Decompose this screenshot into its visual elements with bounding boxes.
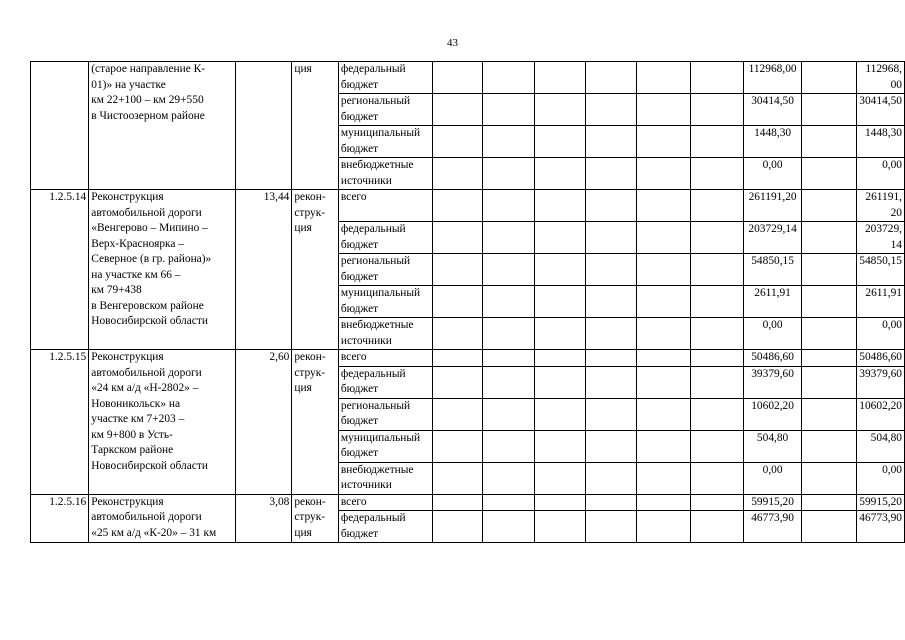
empty-year-cell xyxy=(586,318,637,350)
cell-line: внебюджетные xyxy=(340,319,414,331)
empty-year-cell xyxy=(690,318,743,350)
year-amount-cell xyxy=(743,511,802,543)
empty-year-cell xyxy=(690,350,743,367)
work-type-cell xyxy=(292,190,339,350)
cell-line: 30414,50 xyxy=(859,95,902,107)
work-type-cell xyxy=(292,494,339,543)
empty-year-cell xyxy=(637,222,691,254)
empty-year-cell xyxy=(483,318,535,350)
cell-line: (старое направление К- xyxy=(91,63,206,75)
year-amount-cell xyxy=(743,190,802,222)
cell-line: 1448,30 xyxy=(864,127,902,139)
empty-year-cell xyxy=(690,511,743,543)
empty-year-cell xyxy=(802,94,857,126)
cell-line: 50486,60 xyxy=(859,351,902,363)
funding-source-cell xyxy=(338,222,433,254)
cell-line: региональный xyxy=(340,399,411,412)
length-km-cell: 3,08 xyxy=(236,494,292,543)
cell-line: на участке км 66 – xyxy=(91,268,181,281)
empty-year-cell xyxy=(637,286,691,318)
cell-line: ция xyxy=(294,222,312,234)
empty-year-cell xyxy=(586,494,637,511)
empty-year-cell xyxy=(433,254,483,286)
empty-year-cell xyxy=(433,462,483,494)
empty-year-cell xyxy=(433,511,483,543)
funding-source-cell xyxy=(338,94,433,126)
empty-year-cell xyxy=(483,62,535,94)
cell-line: 0,00 xyxy=(762,463,783,476)
funding-source-cell xyxy=(338,254,433,286)
year-amount-cell xyxy=(743,350,802,367)
empty-year-cell xyxy=(637,318,691,350)
empty-year-cell xyxy=(802,398,857,430)
cell-line: муниципальный xyxy=(340,431,421,444)
empty-year-cell xyxy=(483,350,535,367)
empty-year-cell xyxy=(637,511,691,543)
empty-year-cell xyxy=(535,511,586,543)
empty-year-cell xyxy=(483,222,535,254)
empty-year-cell xyxy=(802,318,857,350)
empty-year-cell xyxy=(535,366,586,398)
funding-source-cell xyxy=(338,190,433,222)
funding-source-cell xyxy=(338,126,433,158)
year-amount-cell xyxy=(743,94,802,126)
empty-year-cell xyxy=(637,254,691,286)
total-amount-cell xyxy=(857,350,905,367)
empty-year-cell xyxy=(433,494,483,511)
total-amount-cell xyxy=(857,126,905,158)
cell-line: ция xyxy=(294,63,312,75)
funding-source-cell xyxy=(338,462,433,494)
cell-line: федеральный xyxy=(340,512,406,524)
cell-line: 50486,60 xyxy=(751,351,794,363)
empty-year-cell xyxy=(802,158,857,190)
cell-line: всего xyxy=(340,495,367,508)
cell-line: автомобильной дороги xyxy=(91,511,202,523)
cell-line: рекон- xyxy=(294,495,326,508)
cell-line: источники xyxy=(340,334,392,347)
empty-year-cell xyxy=(586,62,637,94)
cell-line: 00 xyxy=(890,78,902,91)
object-code-cell: 1.2.5.16 xyxy=(31,494,89,543)
empty-year-cell xyxy=(483,286,535,318)
cell-line: всего xyxy=(340,191,367,203)
table-body xyxy=(31,62,905,543)
cell-line: 39379,60 xyxy=(859,367,902,380)
empty-year-cell xyxy=(802,350,857,367)
empty-year-cell xyxy=(433,158,483,190)
year-amount-cell xyxy=(743,494,802,511)
cell-line: бюджет xyxy=(340,238,379,251)
empty-year-cell xyxy=(690,62,743,94)
cell-line: бюджет xyxy=(340,302,379,315)
empty-year-cell xyxy=(483,190,535,222)
empty-year-cell xyxy=(586,126,637,158)
total-amount-cell xyxy=(857,430,905,462)
cell-line: муниципальный xyxy=(340,287,421,299)
cell-line: 39379,60 xyxy=(751,367,794,380)
year-amount-cell xyxy=(743,286,802,318)
empty-year-cell xyxy=(433,430,483,462)
year-amount-cell xyxy=(743,222,802,254)
empty-year-cell xyxy=(802,190,857,222)
object-code-cell: 1.2.5.15 xyxy=(31,350,89,495)
table-row xyxy=(31,494,905,511)
work-type-cell xyxy=(292,62,339,190)
cell-line: 0,00 xyxy=(762,319,783,331)
object-name-cell xyxy=(89,190,236,350)
empty-year-cell xyxy=(433,94,483,126)
cell-line: 54850,15 xyxy=(859,255,902,267)
empty-year-cell xyxy=(586,366,637,398)
cell-line: 0,00 xyxy=(882,319,902,331)
empty-year-cell xyxy=(535,398,586,430)
table-row xyxy=(31,190,905,222)
cell-line: 0,00 xyxy=(762,159,783,171)
cell-line: бюджет xyxy=(340,142,379,155)
total-amount-cell xyxy=(857,94,905,126)
funding-source-cell xyxy=(338,62,433,94)
funding-source-cell xyxy=(338,366,433,398)
length-km-cell: 2,60 xyxy=(236,350,292,495)
object-code-cell xyxy=(31,62,89,190)
cell-line: источники xyxy=(340,174,392,187)
cell-line: Новосибирской области xyxy=(91,315,208,327)
empty-year-cell xyxy=(535,190,586,222)
empty-year-cell xyxy=(690,366,743,398)
funding-source-cell xyxy=(338,511,433,543)
empty-year-cell xyxy=(483,254,535,286)
year-amount-cell xyxy=(743,462,802,494)
year-amount-cell xyxy=(743,366,802,398)
object-name-cell xyxy=(89,494,236,543)
funding-source-cell xyxy=(338,398,433,430)
year-amount-cell xyxy=(743,254,802,286)
cell-line: в Чистоозерном районе xyxy=(91,109,205,122)
empty-year-cell xyxy=(586,158,637,190)
empty-year-cell xyxy=(802,366,857,398)
cell-line: 203729, xyxy=(864,223,902,235)
empty-year-cell xyxy=(690,126,743,158)
empty-year-cell xyxy=(802,462,857,494)
empty-year-cell xyxy=(433,398,483,430)
cell-line: Реконструкция xyxy=(91,351,164,363)
total-amount-cell xyxy=(857,158,905,190)
empty-year-cell xyxy=(637,62,691,94)
cell-line: 59915,20 xyxy=(859,495,902,508)
empty-year-cell xyxy=(586,222,637,254)
cell-line: 10602,20 xyxy=(751,399,794,412)
cell-line: 46773,90 xyxy=(859,512,902,524)
funding-source-cell xyxy=(338,430,433,462)
cell-line: внебюджетные xyxy=(340,463,414,476)
empty-year-cell xyxy=(586,430,637,462)
year-amount-cell xyxy=(743,398,802,430)
empty-year-cell xyxy=(802,494,857,511)
empty-year-cell xyxy=(535,350,586,367)
object-code-cell: 1.2.5.14 xyxy=(31,190,89,350)
empty-year-cell xyxy=(690,286,743,318)
empty-year-cell xyxy=(690,462,743,494)
empty-year-cell xyxy=(802,126,857,158)
total-amount-cell xyxy=(857,190,905,222)
empty-year-cell xyxy=(690,158,743,190)
empty-year-cell xyxy=(483,398,535,430)
cell-line: 504,80 xyxy=(756,431,789,444)
cell-line: 2611,91 xyxy=(865,287,902,299)
empty-year-cell xyxy=(535,158,586,190)
cell-line: бюджет xyxy=(340,270,379,283)
cell-line: 2611,91 xyxy=(754,287,791,299)
cell-line: бюджет xyxy=(340,527,379,540)
empty-year-cell xyxy=(586,511,637,543)
cell-line: 112968,00 xyxy=(748,63,797,75)
cell-line: бюджет xyxy=(340,415,379,427)
year-amount-cell xyxy=(743,62,802,94)
empty-year-cell xyxy=(802,430,857,462)
empty-year-cell xyxy=(802,286,857,318)
budget-table xyxy=(30,61,905,543)
cell-line: км 9+800 в Усть- xyxy=(91,428,173,441)
total-amount-cell xyxy=(857,254,905,286)
empty-year-cell xyxy=(535,126,586,158)
total-amount-cell xyxy=(857,366,905,398)
empty-year-cell xyxy=(586,190,637,222)
empty-year-cell xyxy=(690,190,743,222)
length-km-cell xyxy=(236,62,292,190)
empty-year-cell xyxy=(535,318,586,350)
cell-line: ция xyxy=(294,382,312,394)
cell-line: 54850,15 xyxy=(751,255,794,267)
cell-line: автомобильной дороги xyxy=(91,206,202,219)
cell-line: 0,00 xyxy=(882,159,902,171)
page-number: 43 xyxy=(447,37,458,49)
empty-year-cell xyxy=(690,254,743,286)
object-name-cell xyxy=(89,62,236,190)
empty-year-cell xyxy=(637,126,691,158)
empty-year-cell xyxy=(690,494,743,511)
work-type-cell xyxy=(292,350,339,495)
cell-line: внебюджетные xyxy=(340,159,414,171)
total-amount-cell xyxy=(857,462,905,494)
empty-year-cell xyxy=(802,254,857,286)
cell-line: Новосибирской области xyxy=(91,459,208,472)
cell-line: 10602,20 xyxy=(859,399,902,412)
cell-line: «Венгерово – Мипино – xyxy=(91,222,208,234)
empty-year-cell xyxy=(690,94,743,126)
cell-line: всего xyxy=(340,351,367,363)
empty-year-cell xyxy=(535,286,586,318)
empty-year-cell xyxy=(483,462,535,494)
empty-year-cell xyxy=(637,350,691,367)
cell-line: струк- xyxy=(294,511,326,523)
cell-line: Северное (в гр. района)» xyxy=(91,253,212,265)
empty-year-cell xyxy=(433,318,483,350)
cell-line: участке км 7+203 – xyxy=(91,413,185,425)
empty-year-cell xyxy=(690,430,743,462)
year-amount-cell xyxy=(743,158,802,190)
empty-year-cell xyxy=(535,222,586,254)
cell-line: км 22+100 – км 29+550 xyxy=(91,94,204,106)
empty-year-cell xyxy=(802,222,857,254)
empty-year-cell xyxy=(586,94,637,126)
empty-year-cell xyxy=(802,62,857,94)
empty-year-cell xyxy=(483,158,535,190)
cell-line: федеральный xyxy=(340,223,406,235)
cell-line: федеральный xyxy=(340,367,406,380)
empty-year-cell xyxy=(535,94,586,126)
cell-line: 30414,50 xyxy=(751,95,794,107)
object-name-cell xyxy=(89,350,236,495)
empty-year-cell xyxy=(433,350,483,367)
empty-year-cell xyxy=(483,511,535,543)
empty-year-cell xyxy=(637,494,691,511)
cell-line: рекон- xyxy=(294,191,326,203)
empty-year-cell xyxy=(586,462,637,494)
cell-line: автомобильной дороги xyxy=(91,366,202,379)
cell-line: ция xyxy=(294,526,312,539)
year-amount-cell xyxy=(743,430,802,462)
cell-line: 1448,30 xyxy=(754,127,792,139)
funding-source-cell xyxy=(338,494,433,511)
empty-year-cell xyxy=(433,62,483,94)
cell-line: бюджет xyxy=(340,110,379,123)
empty-year-cell xyxy=(483,494,535,511)
cell-line: 46773,90 xyxy=(751,512,794,524)
cell-line: «25 км а/д «К-20» – 31 км xyxy=(91,526,217,539)
empty-year-cell xyxy=(637,158,691,190)
total-amount-cell xyxy=(857,318,905,350)
empty-year-cell xyxy=(483,366,535,398)
cell-line: Реконструкция xyxy=(91,495,164,508)
funding-source-cell xyxy=(338,318,433,350)
funding-source-cell xyxy=(338,158,433,190)
funding-source-cell xyxy=(338,286,433,318)
total-amount-cell xyxy=(857,286,905,318)
year-amount-cell xyxy=(743,318,802,350)
cell-line: струк- xyxy=(294,206,326,219)
empty-year-cell xyxy=(637,366,691,398)
empty-year-cell xyxy=(433,366,483,398)
empty-year-cell xyxy=(433,286,483,318)
cell-line: региональный xyxy=(340,255,411,267)
empty-year-cell xyxy=(433,126,483,158)
empty-year-cell xyxy=(690,398,743,430)
table-row xyxy=(31,62,905,94)
cell-line: 14 xyxy=(890,238,902,251)
empty-year-cell xyxy=(586,254,637,286)
empty-year-cell xyxy=(535,430,586,462)
cell-line: «24 км а/д «Н-2802» – xyxy=(91,382,199,394)
cell-line: региональный xyxy=(340,95,411,107)
cell-line: 203729,14 xyxy=(748,223,797,235)
empty-year-cell xyxy=(535,62,586,94)
cell-line: Новоникольск» на xyxy=(91,397,181,410)
cell-line: 01)» на участке xyxy=(91,78,166,91)
empty-year-cell xyxy=(483,430,535,462)
empty-year-cell xyxy=(690,222,743,254)
cell-line: 504,80 xyxy=(870,431,902,444)
cell-line: источники xyxy=(340,479,392,491)
empty-year-cell xyxy=(637,430,691,462)
year-amount-cell xyxy=(743,126,802,158)
cell-line: Верх-Красноярка – xyxy=(91,237,184,250)
total-amount-cell xyxy=(857,398,905,430)
empty-year-cell xyxy=(535,462,586,494)
cell-line: 112968, xyxy=(865,63,902,75)
cell-line: 20 xyxy=(890,206,902,219)
cell-line: бюджет xyxy=(340,383,379,395)
empty-year-cell xyxy=(637,462,691,494)
cell-line: Таркском районе xyxy=(91,444,174,456)
empty-year-cell xyxy=(637,190,691,222)
total-amount-cell xyxy=(857,62,905,94)
cell-line: федеральный xyxy=(340,63,406,75)
empty-year-cell xyxy=(535,254,586,286)
cell-line: муниципальный xyxy=(340,127,421,139)
total-amount-cell xyxy=(857,511,905,543)
empty-year-cell xyxy=(637,398,691,430)
empty-year-cell xyxy=(535,494,586,511)
cell-line: в Венгеровском районе xyxy=(91,299,204,312)
total-amount-cell xyxy=(857,494,905,511)
cell-line: км 79+438 xyxy=(91,284,142,296)
cell-line: рекон- xyxy=(294,351,326,363)
cell-line: Реконструкция xyxy=(91,191,164,203)
cell-line: 261191, xyxy=(865,191,902,203)
empty-year-cell xyxy=(586,398,637,430)
cell-line: бюджет xyxy=(340,447,379,459)
table-row xyxy=(31,350,905,367)
cell-line: бюджет xyxy=(340,78,379,91)
empty-year-cell xyxy=(483,126,535,158)
cell-line: 59915,20 xyxy=(751,495,794,508)
empty-year-cell xyxy=(586,286,637,318)
empty-year-cell xyxy=(802,511,857,543)
empty-year-cell xyxy=(433,222,483,254)
cell-line: 261191,20 xyxy=(748,191,797,203)
length-km-cell: 13,44 xyxy=(236,190,292,350)
empty-year-cell xyxy=(483,94,535,126)
cell-line: 0,00 xyxy=(882,463,902,476)
cell-line: струк- xyxy=(294,366,326,379)
empty-year-cell xyxy=(586,350,637,367)
empty-year-cell xyxy=(433,190,483,222)
total-amount-cell xyxy=(857,222,905,254)
funding-source-cell xyxy=(338,350,433,367)
empty-year-cell xyxy=(637,94,691,126)
